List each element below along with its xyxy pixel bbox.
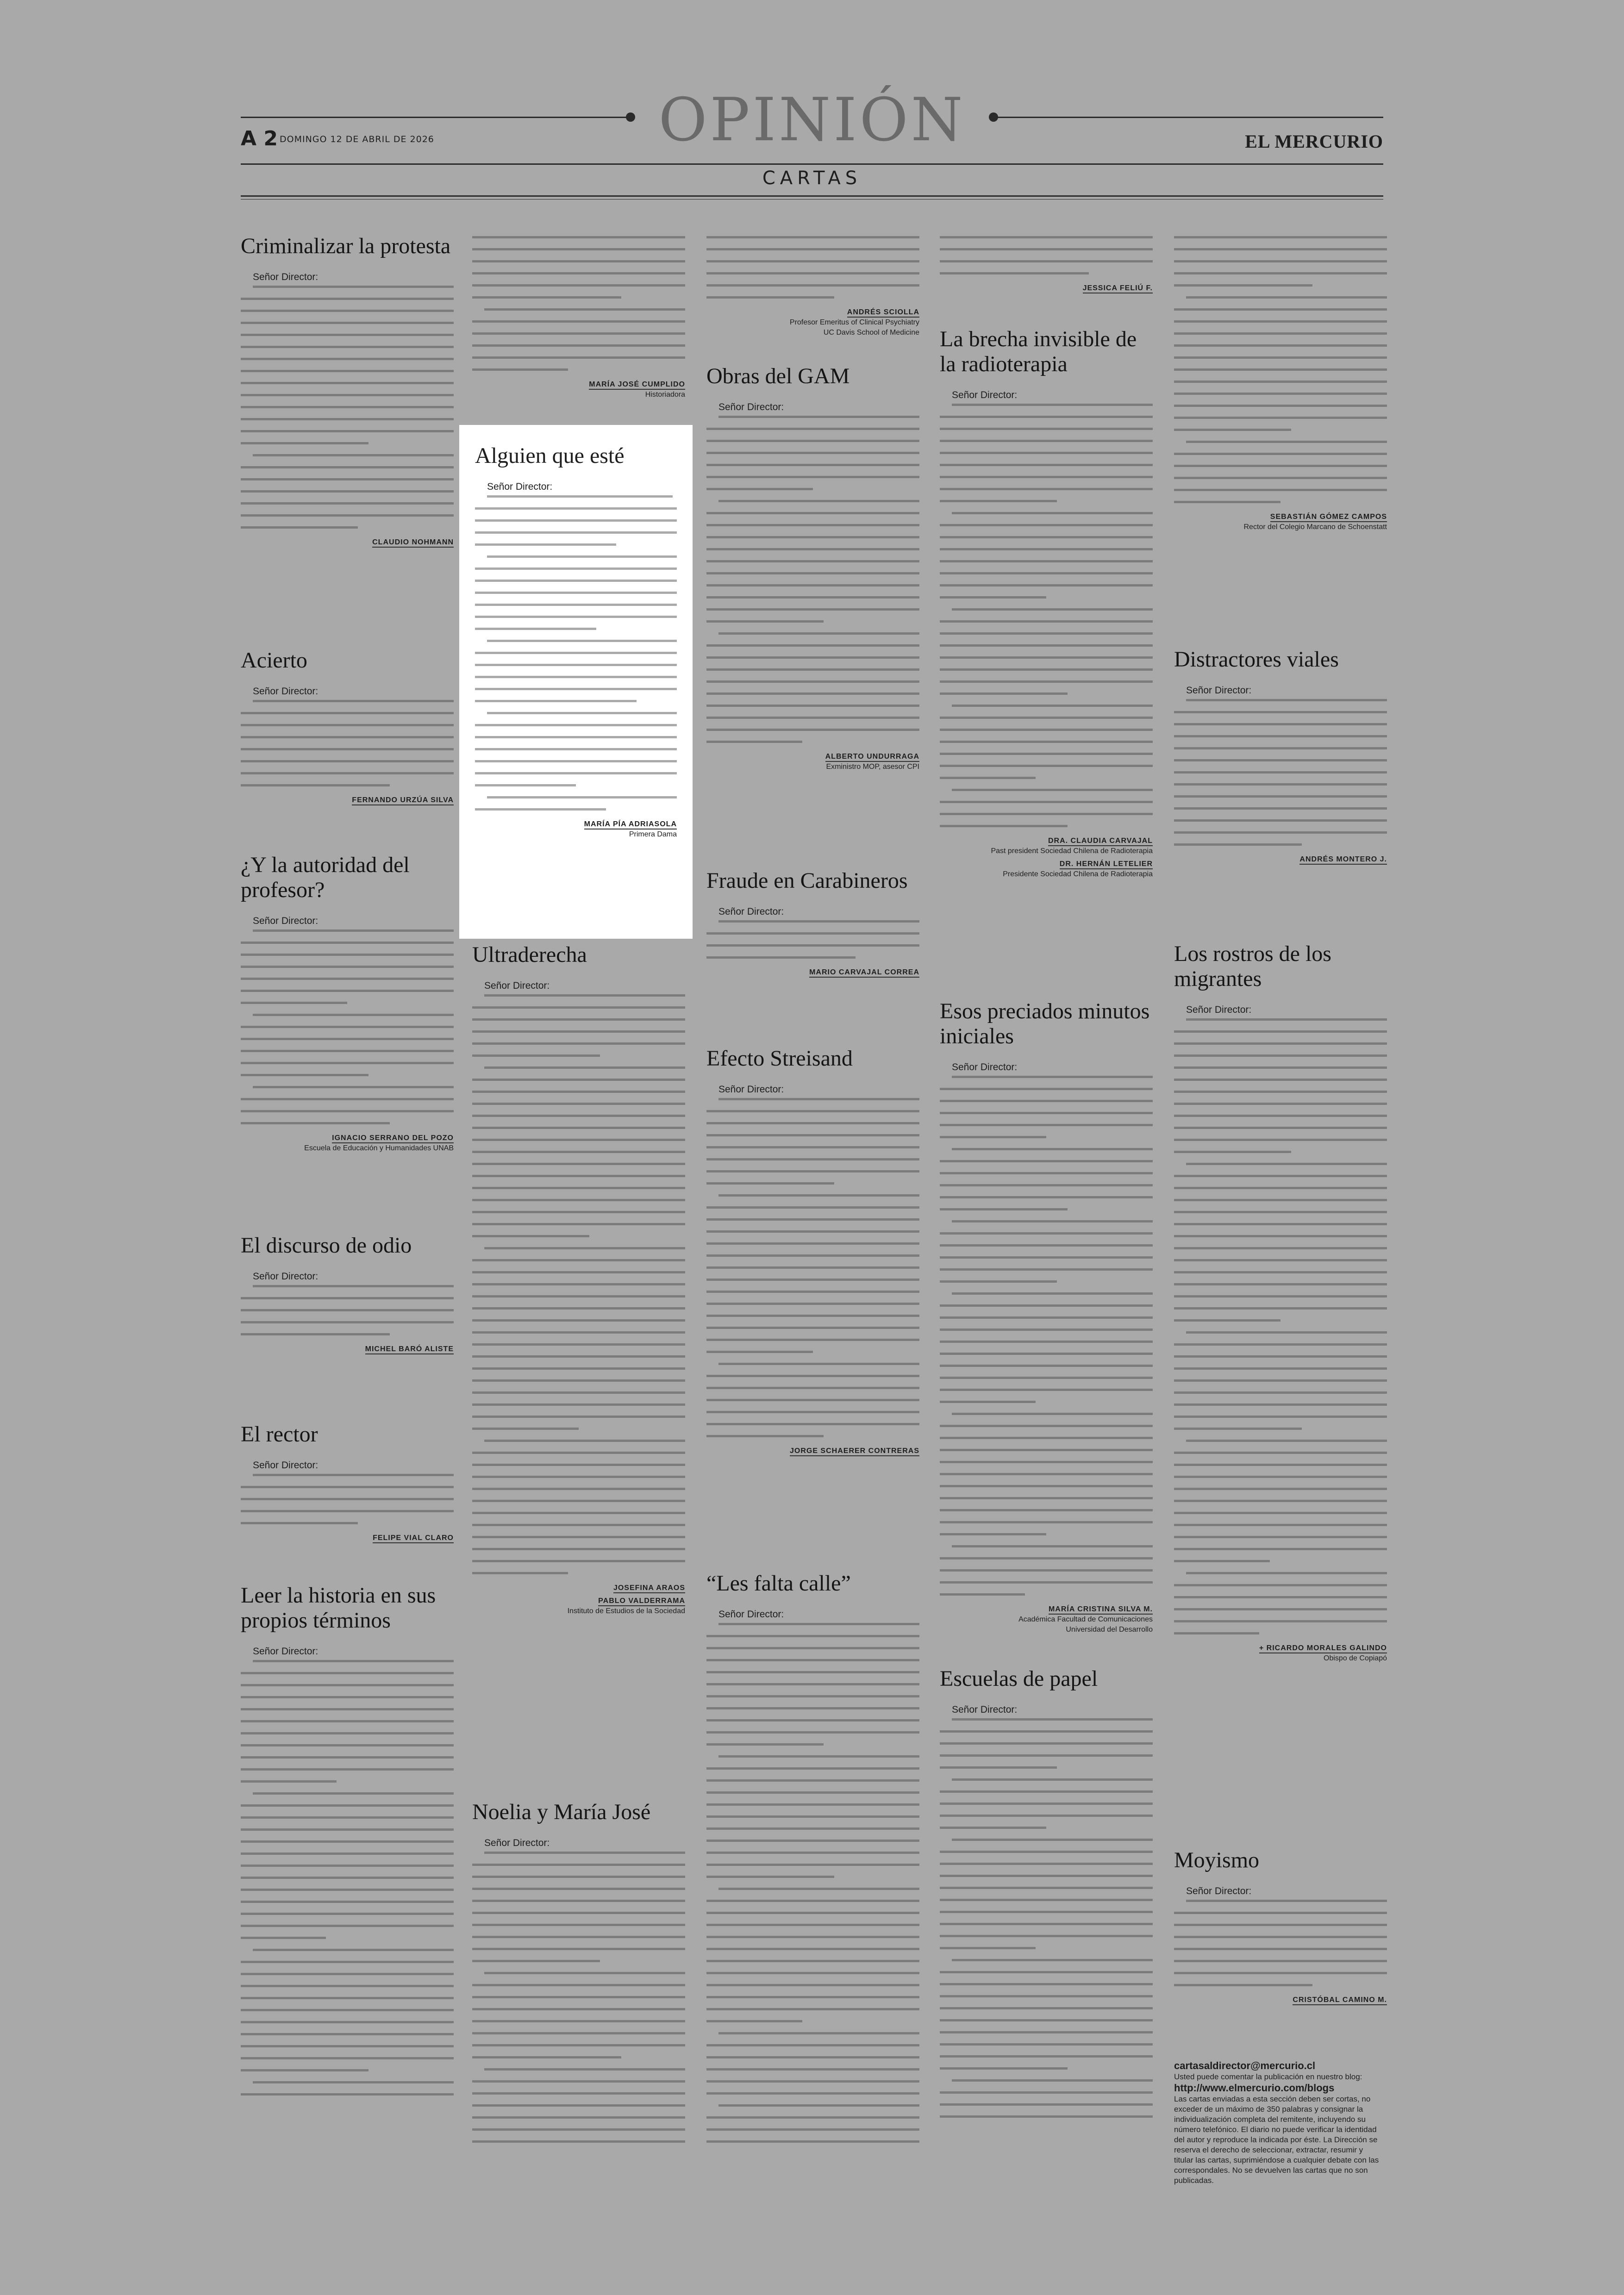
blog-note: Usted puede comentar la publicación en nuestro blog:	[1174, 2072, 1362, 2081]
letter-title: “Les falta calle”	[706, 1571, 851, 1596]
letter-title: Ultraderecha	[472, 942, 587, 967]
letter-body	[706, 920, 919, 959]
affiliation: Obispo de Copiapó	[1324, 1654, 1387, 1662]
salutation: Señor Director:	[1186, 1004, 1252, 1015]
letter-fraude-carabineros	[706, 868, 919, 978]
subsection-title: CARTAS	[762, 168, 862, 189]
affiliation-second: Presidente Sociedad Chilena de Radioterapia	[1003, 870, 1153, 878]
letter-brecha-radioterapia	[940, 327, 1153, 879]
letter-body	[472, 994, 685, 1574]
signature: JESSICA FELIÚ F.	[1083, 284, 1153, 293]
header-rule-bottom	[241, 195, 1383, 197]
affiliation: Primera Dama	[629, 830, 677, 838]
letter-moyismo	[1174, 1848, 1387, 2005]
letter-title: ¿Y la autoridad del profesor?	[241, 853, 410, 902]
affiliation: Académica Facultad de Comunicaciones	[1018, 1615, 1153, 1623]
salutation: Señor Director:	[487, 481, 553, 492]
letter-title: Criminalizar la protesta	[241, 234, 451, 258]
letter-body	[706, 236, 919, 299]
signature-second: DR. HERNÁN LETELIER	[1060, 860, 1153, 869]
signature-second: PABLO VALDERRAMA	[598, 1597, 685, 1606]
letter-body	[940, 1076, 1153, 1596]
signature: IGNACIO SERRANO DEL POZO	[332, 1134, 454, 1143]
letter-body	[940, 236, 1153, 274]
affiliation: Instituto de Estudios de la Sociedad	[567, 1607, 685, 1615]
letter-escuelas-papel	[940, 1666, 1153, 2127]
letter-body	[1174, 1900, 1387, 1986]
letter-title: Escuelas de papel	[940, 1666, 1098, 1691]
affiliation: Profesor Emeritus of Clinical Psychiatry	[789, 318, 919, 326]
letter-leer-historia	[241, 1583, 454, 2105]
submission-rules: Las cartas enviadas a esta sección deben ser cortas, no exceder de un máximo de 350 palabras y consignar la individualización completa del remitente, incluyendo su número telefónico. El diario no puede verificar la identidad del autor y reproduce la indicada por éste. La Dirección se reserva el derecho de seleccionar, extractar, resumir y titular las cartas, suprimiéndose a cualquier debate con las correspondales. No se devuelven las cartas que no son publicadas.	[1174, 2095, 1379, 2185]
newspaper-name: EL MERCURIO	[1245, 131, 1383, 152]
salutation: Señor Director:	[253, 1271, 319, 1282]
affiliation: Past president Sociedad Chilena de Radioterapia	[991, 847, 1153, 855]
page-number: A 2	[241, 127, 278, 150]
letter-body	[241, 1660, 454, 2095]
contact-email[interactable]: cartasaldirector@mercurio.cl	[1174, 2060, 1316, 2071]
letter-title: Fraude en Carabineros	[706, 868, 908, 893]
salutation: Señor Director:	[718, 402, 784, 412]
letter-title: Acierto	[241, 648, 307, 673]
blog-link[interactable]: http://www.elmercurio.com/blogs	[1174, 2082, 1335, 2094]
letter-title: Noelia y María José	[472, 1800, 651, 1824]
signature: MARIO CARVAJAL CORREA	[809, 968, 919, 978]
affiliation: Rector del Colegio Marcano de Schoenstatt	[1243, 523, 1387, 531]
letter-body	[706, 1623, 919, 2143]
signature: CLAUDIO NOHMANN	[372, 538, 454, 548]
signature: ANDRÉS MONTERO J.	[1299, 855, 1387, 865]
letter-continuation-gomez	[1174, 236, 1387, 532]
letter-body	[241, 1285, 454, 1335]
letter-body	[475, 495, 677, 811]
letter-body	[706, 1098, 919, 1437]
letter-criminalizar	[241, 234, 454, 548]
letter-title: Moyismo	[1174, 1848, 1260, 1872]
salutation: Señor Director:	[253, 1460, 319, 1471]
salutation: Señor Director:	[484, 1838, 550, 1848]
letter-body	[241, 286, 454, 529]
page-date: DOMINGO 12 DE ABRIL DE 2026	[280, 134, 434, 144]
letter-title: Esos preciados minutos iniciales	[940, 999, 1150, 1048]
letter-continuation-cumplido	[472, 236, 685, 400]
signature: JOSEFINA ARAOS	[613, 1584, 685, 1593]
letter-body	[1174, 236, 1387, 503]
letter-title: Efecto Streisand	[706, 1046, 853, 1071]
signature: FELIPE VIAL CLARO	[373, 1534, 454, 1543]
letter-body	[1174, 699, 1387, 846]
letter-preciados-minutos	[940, 999, 1153, 1635]
salutation: Señor Director:	[484, 980, 550, 991]
signature: ALBERTO UNDURRAGA	[825, 753, 919, 762]
letter-body	[241, 929, 454, 1124]
salutation: Señor Director:	[718, 906, 784, 917]
letter-body	[241, 700, 454, 786]
letter-title: Alguien que esté	[475, 443, 625, 468]
salutation: Señor Director:	[952, 390, 1018, 400]
letter-body	[940, 1718, 1153, 2118]
signature: + RICARDO MORALES GALINDO	[1259, 1644, 1387, 1653]
signature: FERNANDO URZÚA SILVA	[352, 796, 454, 805]
signature: MARÍA JOSÉ CUMPLIDO	[589, 380, 685, 390]
signature: MARÍA PÍA ADRIASOLA	[584, 820, 677, 829]
letter-rostros-migrantes	[1174, 942, 1387, 1664]
signature: DRA. CLAUDIA CARVAJAL	[1048, 837, 1153, 846]
salutation: Señor Director:	[253, 1646, 319, 1657]
affiliation: Escuela de Educación y Humanidades UNAB	[304, 1144, 454, 1152]
salutation: Señor Director:	[952, 1704, 1018, 1715]
salutation: Señor Director:	[253, 916, 319, 926]
header-rule-thin	[241, 199, 1383, 200]
letter-body	[472, 1852, 685, 2143]
salutation: Señor Director:	[718, 1084, 784, 1095]
affiliation: Exministro MOP, asesor CPI	[826, 763, 919, 771]
letter-title: Obras del GAM	[706, 364, 850, 388]
letter-body	[706, 416, 919, 743]
letter-title: Distractores viales	[1174, 647, 1339, 672]
salutation: Señor Director:	[1186, 1886, 1252, 1896]
salutation: Señor Director:	[253, 686, 319, 697]
letter-autoridad-profesor	[241, 853, 454, 1154]
boxed-letter	[459, 425, 693, 939]
letter-distractores-viales	[1174, 647, 1387, 865]
letter-body	[241, 1474, 454, 1524]
letter-body	[1174, 1018, 1387, 1634]
letter-continuation-sciolla	[706, 236, 919, 338]
signature: CRISTÓBAL CAMINO M.	[1293, 1996, 1387, 2005]
signature: MARÍA CRISTINA SILVA M.	[1049, 1605, 1153, 1615]
signature: MICHEL BARÓ ALISTE	[365, 1345, 454, 1354]
letter-noelia-maria-jose	[472, 1800, 685, 2152]
letter-body	[940, 404, 1153, 827]
letter-acierto	[241, 648, 454, 805]
letter-ultraderecha	[472, 942, 685, 1616]
letter-title: Los rostros de los migrantes	[1174, 942, 1331, 991]
affiliation: Historiadora	[645, 391, 685, 399]
letter-title: La brecha invisible de la radioterapia	[940, 327, 1137, 376]
letter-el-rector	[241, 1422, 454, 1543]
letters-info-box	[1174, 2060, 1383, 2186]
salutation: Señor Director:	[1186, 685, 1252, 696]
affiliation-second: Universidad del Desarrollo	[1066, 1626, 1153, 1634]
signature: SEBASTIÁN GÓMEZ CAMPOS	[1270, 513, 1387, 522]
letter-continuation-feliu	[940, 236, 1153, 293]
signature: JORGE SCHAERER CONTRERAS	[790, 1447, 919, 1456]
header-rule-top	[241, 163, 1383, 165]
letter-title: Leer la historia en sus propios términos	[241, 1583, 436, 1633]
letter-title: El discurso de odio	[241, 1233, 412, 1258]
salutation: Señor Director:	[718, 1609, 784, 1620]
letter-les-falta-calle	[706, 1571, 919, 2152]
section-title: OPINIÓN	[658, 86, 966, 155]
letter-obras-gam	[706, 364, 919, 772]
affiliation-second: UC Davis School of Medicine	[823, 329, 919, 337]
masthead	[241, 88, 1383, 204]
salutation: Señor Director:	[253, 272, 319, 282]
signature: ANDRÉS SCIOLLA	[847, 308, 919, 318]
letter-efecto-streisand	[706, 1046, 919, 1456]
salutation: Señor Director:	[952, 1062, 1018, 1073]
letter-title: El rector	[241, 1422, 318, 1447]
letter-body	[472, 236, 685, 371]
letter-discurso-odio	[241, 1233, 454, 1354]
